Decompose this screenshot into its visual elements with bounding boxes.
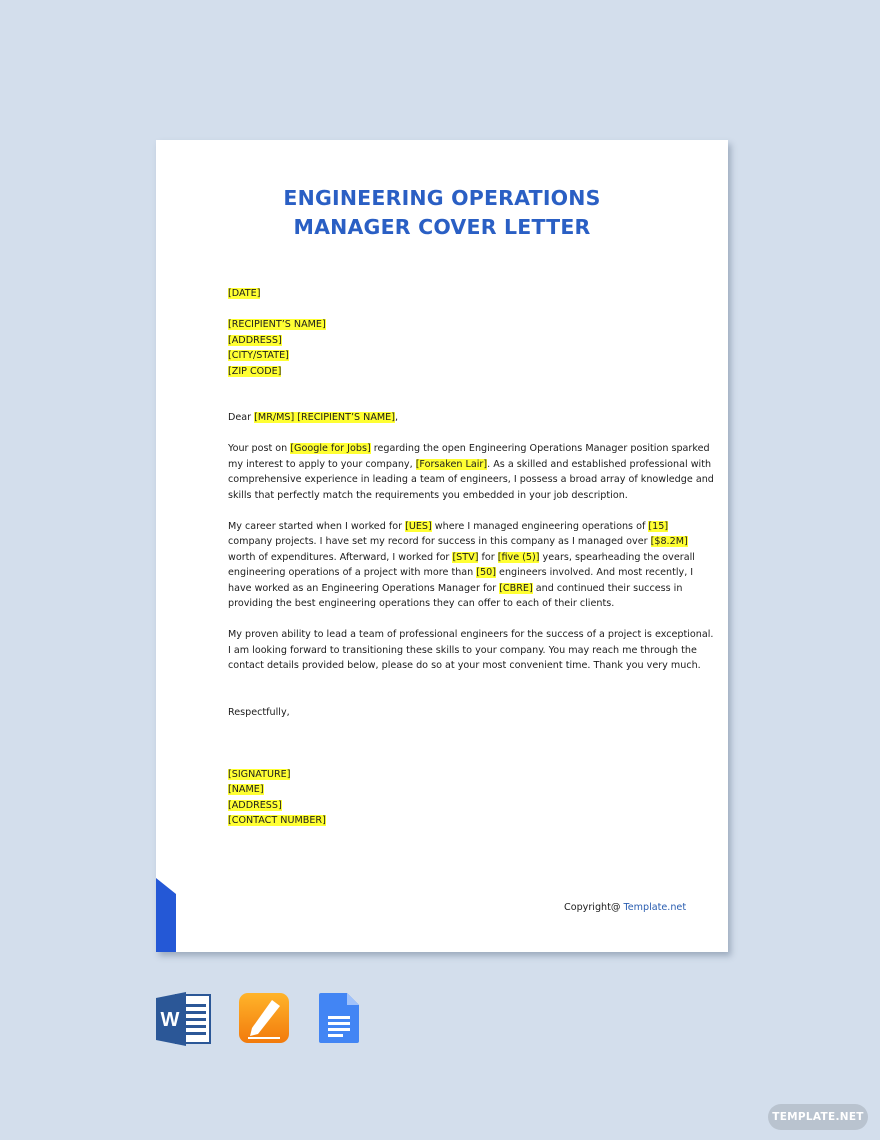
- salutation-suffix: ,: [394, 412, 399, 423]
- sender-contact-placeholder: [CONTACT NUMBER]: [228, 815, 326, 826]
- document-page: [156, 140, 728, 952]
- app-icons: [156, 992, 376, 1048]
- text: regarding the open Engineering Operations Manager position sparked: [370, 443, 710, 454]
- sender-contact-line: [228, 813, 688, 829]
- copyright-label: Copyright@: [564, 902, 624, 913]
- text: My career started when I worked for: [228, 520, 406, 532]
- salutation-placeholder: [MR/MS] [RECIPIENT’S NAME]: [254, 412, 395, 423]
- text: company projects. I have set my record for success in this company as I managed over: [228, 536, 651, 547]
- page-title: [156, 184, 728, 242]
- corner-accent: [156, 878, 176, 952]
- paragraph-2: [228, 519, 695, 612]
- title-line-1: ENGINEERING OPERATIONS: [283, 186, 601, 210]
- recipient-zip-line: [228, 364, 688, 380]
- sender-name-placeholder: [NAME]: [228, 784, 264, 795]
- spacer: [228, 736, 688, 752]
- text: engineers involved. And most recently, I: [496, 567, 694, 578]
- engineer-count-placeholder: [50]: [476, 567, 496, 578]
- paragraph-line: contact details provided below, please do so at your most convenient time. Thank you very much.: [228, 660, 701, 671]
- spacer: [228, 612, 688, 628]
- expenditure-placeholder: [$8.2M]: [650, 536, 688, 547]
- spacer: [228, 426, 688, 442]
- text: my interest to apply to your company,: [228, 458, 416, 470]
- paragraph-line: My proven ability to lead a team of professional engineers for the success of a project is exceptional.: [228, 629, 714, 640]
- sender-address-placeholder: [ADDRESS]: [228, 799, 282, 811]
- employer-placeholder: [STV]: [452, 551, 479, 563]
- recipient-name-placeholder: [RECIPIENT’S NAME]: [228, 319, 326, 330]
- recipient-zip-placeholder: [ZIP CODE]: [228, 365, 282, 377]
- recipient-city-placeholder: [CITY/STATE]: [228, 350, 289, 361]
- sender-name-line: [228, 782, 688, 798]
- paragraph-line: [228, 441, 710, 457]
- recipient-address-line: [228, 333, 688, 349]
- spacer: [228, 674, 688, 690]
- paragraph-line: I am looking forward to transitioning these skills to your company. You may reach me through the: [228, 644, 697, 656]
- spacer: [228, 689, 688, 705]
- letter-body: [228, 286, 714, 829]
- spacer: [228, 395, 688, 411]
- paragraph-line: [228, 534, 688, 550]
- paragraph-line: [228, 457, 712, 473]
- years-placeholder: [five (5)]: [497, 551, 540, 563]
- sender-address-line: [228, 798, 688, 814]
- closing: Respectfully,: [228, 706, 290, 718]
- paragraph-1: [228, 441, 714, 503]
- project-count-placeholder: [15]: [648, 520, 669, 532]
- paragraph-line: [228, 565, 694, 581]
- template-net-badge[interactable]: TEMPLATE.NET: [768, 1104, 868, 1130]
- paragraph-3: [228, 627, 714, 674]
- employer-placeholder: [CBRE]: [499, 582, 533, 594]
- paragraph-line: comprehensive experience in leading a team of engineers, I possess a broad array of knowledge and: [228, 474, 714, 485]
- spacer: [228, 379, 688, 395]
- spacer: [228, 720, 688, 736]
- title-line-2: MANAGER COVER LETTER: [293, 215, 591, 239]
- text: where I managed engineering operations of: [431, 520, 649, 532]
- word-icon[interactable]: [156, 992, 212, 1046]
- spacer: [228, 751, 688, 767]
- text: . As a skilled and established professional with: [487, 458, 712, 470]
- paragraph-line: skills that perfectly match the requirements you embedded in your job description.: [228, 489, 628, 501]
- text: and continued their success in: [532, 582, 683, 594]
- text: Your post on: [228, 443, 291, 454]
- date-placeholder: [DATE]: [228, 288, 261, 299]
- employer-placeholder: [UES]: [405, 520, 432, 532]
- date-line: [228, 286, 688, 302]
- recipient-address-placeholder: [ADDRESS]: [228, 334, 282, 346]
- salutation-prefix: Dear: [228, 412, 255, 423]
- company-placeholder: [Forsaken Lair]: [415, 458, 488, 470]
- text: worth of expenditures. Afterward, I worked for: [228, 551, 453, 563]
- pages-icon[interactable]: [238, 992, 290, 1044]
- spacer: [228, 302, 688, 318]
- paragraph-line: providing the best engineering operations they can offer to each of their clients.: [228, 598, 615, 609]
- copyright: [564, 902, 686, 913]
- recipient-city-line: [228, 348, 688, 364]
- copyright-link[interactable]: Template.net: [623, 902, 687, 913]
- text: engineering operations of a project with more than: [228, 567, 477, 578]
- signature-line: [228, 767, 688, 783]
- svg-text:W: W: [160, 1009, 180, 1031]
- job-source-placeholder: [Google for Jobs]: [290, 443, 371, 454]
- text: have worked as an Engineering Operations Manager for: [228, 582, 500, 594]
- google-docs-icon[interactable]: [318, 992, 360, 1044]
- salutation: [228, 410, 688, 426]
- text: years, spearheading the overall: [539, 551, 695, 563]
- paragraph-line: [228, 550, 695, 566]
- paragraph-line: [228, 581, 688, 597]
- signature-placeholder: [SIGNATURE]: [228, 768, 291, 780]
- paragraph-line: [228, 519, 688, 535]
- spacer: [228, 503, 688, 519]
- recipient-name-line: [228, 317, 688, 333]
- text: for: [478, 551, 498, 563]
